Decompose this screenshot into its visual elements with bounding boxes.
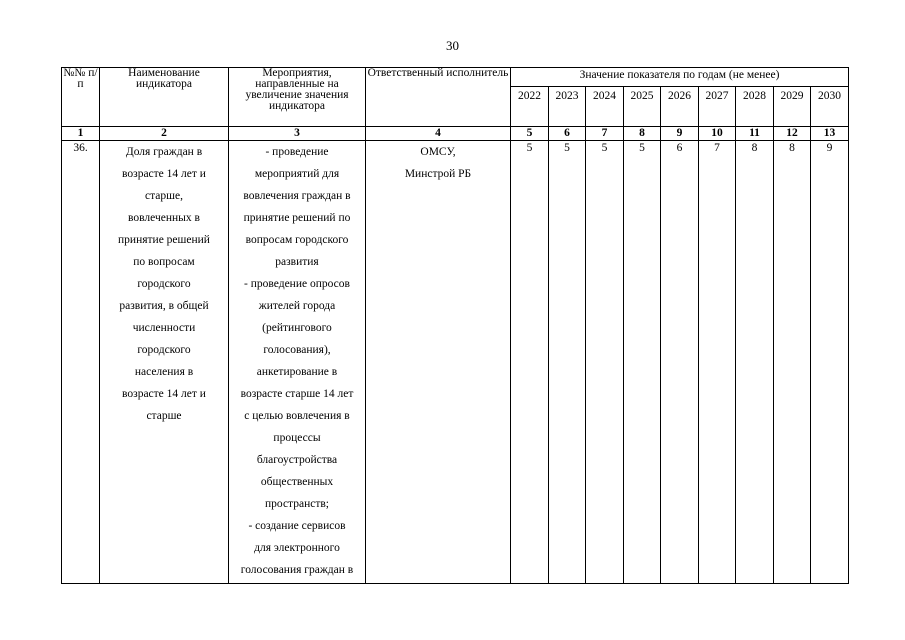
measures-line: (рейтингового <box>262 322 332 334</box>
indicator-lines <box>100 141 228 427</box>
value-cell: 8 <box>774 141 811 584</box>
column-number-row <box>62 127 849 141</box>
measures-line: голосования граждан в <box>240 564 354 576</box>
executor-line: Минстрой РБ <box>404 168 472 180</box>
measures-line: для электронного <box>254 542 340 554</box>
value-cell: 5 <box>549 141 586 584</box>
column-number: 5 <box>511 127 549 141</box>
measures-line: мероприятий для <box>254 168 340 180</box>
indicator-line: городского <box>137 344 191 356</box>
measures-line: пространств; <box>265 498 329 510</box>
value-cell: 6 <box>661 141 699 584</box>
measures-line: развития <box>275 256 319 268</box>
header-measures: Мероприятия, направленные на увеличение значения индикатора <box>229 68 366 127</box>
measures-line: - проведение опросов <box>244 278 350 290</box>
indicator-table <box>61 67 849 584</box>
executor-line: ОМСУ, <box>420 146 456 158</box>
measures-line: возрасте старше 14 лет <box>240 388 354 400</box>
header-indicator-name: Наименование индикатора <box>100 68 229 127</box>
measures-cell <box>229 141 366 584</box>
value-cell: 9 <box>811 141 849 584</box>
column-number: 2 <box>100 127 229 141</box>
page-number: 30 <box>446 38 459 53</box>
measures-line: анкетирование в <box>256 366 338 378</box>
header-year: 2022 <box>511 87 549 127</box>
indicator-line: принятие решений <box>118 234 210 246</box>
header-year: 2030 <box>811 87 849 127</box>
column-number: 8 <box>624 127 661 141</box>
measures-line: - создание сервисов <box>248 520 346 532</box>
column-number: 10 <box>699 127 736 141</box>
measures-line: голосования), <box>263 344 331 356</box>
header-year: 2024 <box>586 87 624 127</box>
column-number: 7 <box>586 127 624 141</box>
value-cell: 7 <box>699 141 736 584</box>
header-year: 2027 <box>699 87 736 127</box>
measures-line: общественных <box>260 476 334 488</box>
column-number: 4 <box>366 127 511 141</box>
indicator-line: возрасте 14 лет и <box>122 168 206 180</box>
column-number: 1 <box>62 127 100 141</box>
header-values-by-year: Значение показателя по годам (не менее) <box>511 68 849 87</box>
value-cell: 5 <box>624 141 661 584</box>
indicator-line: городского <box>137 278 191 290</box>
measures-line: принятие решений по <box>243 212 351 224</box>
indicator-line: численности <box>132 322 196 334</box>
indicator-line: населения в <box>134 366 194 378</box>
header-executor: Ответственный исполнитель <box>366 68 511 127</box>
indicator-line: возрасте 14 лет и <box>122 388 206 400</box>
column-number: 11 <box>736 127 774 141</box>
measures-line: - проведение <box>265 146 329 158</box>
column-number: 6 <box>549 127 586 141</box>
indicator-line: старше <box>146 410 182 422</box>
column-number: 9 <box>661 127 699 141</box>
value-cell: 5 <box>586 141 624 584</box>
header-year: 2023 <box>549 87 586 127</box>
measures-line: процессы <box>273 432 321 444</box>
row-num: 36. <box>62 141 100 584</box>
measures-line: вовлечения граждан в <box>243 190 351 202</box>
measures-lines <box>229 141 365 581</box>
measures-line: благоустройства <box>256 454 338 466</box>
column-number: 12 <box>774 127 811 141</box>
value-cell: 8 <box>736 141 774 584</box>
measures-line: вопросам городского <box>245 234 349 246</box>
header-year: 2029 <box>774 87 811 127</box>
executor-cell <box>366 141 511 584</box>
header-year: 2026 <box>661 87 699 127</box>
indicator-line: старше, <box>145 190 183 202</box>
indicator-line: развития, в общей <box>119 300 209 312</box>
executor-lines <box>366 141 510 185</box>
header-num: №№ п/п <box>62 68 100 127</box>
measures-line: с целью вовлечения в <box>244 410 350 422</box>
indicator-name-cell <box>100 141 229 584</box>
measures-line: жителей города <box>258 300 336 312</box>
indicator-line: Доля граждан в <box>125 146 203 158</box>
column-number: 13 <box>811 127 849 141</box>
value-cell: 5 <box>511 141 549 584</box>
indicator-line: по вопросам <box>133 256 195 268</box>
indicator-line: вовлеченных в <box>128 212 200 224</box>
column-number: 3 <box>229 127 366 141</box>
header-year: 2028 <box>736 87 774 127</box>
table-row <box>62 141 849 584</box>
header-year: 2025 <box>624 87 661 127</box>
